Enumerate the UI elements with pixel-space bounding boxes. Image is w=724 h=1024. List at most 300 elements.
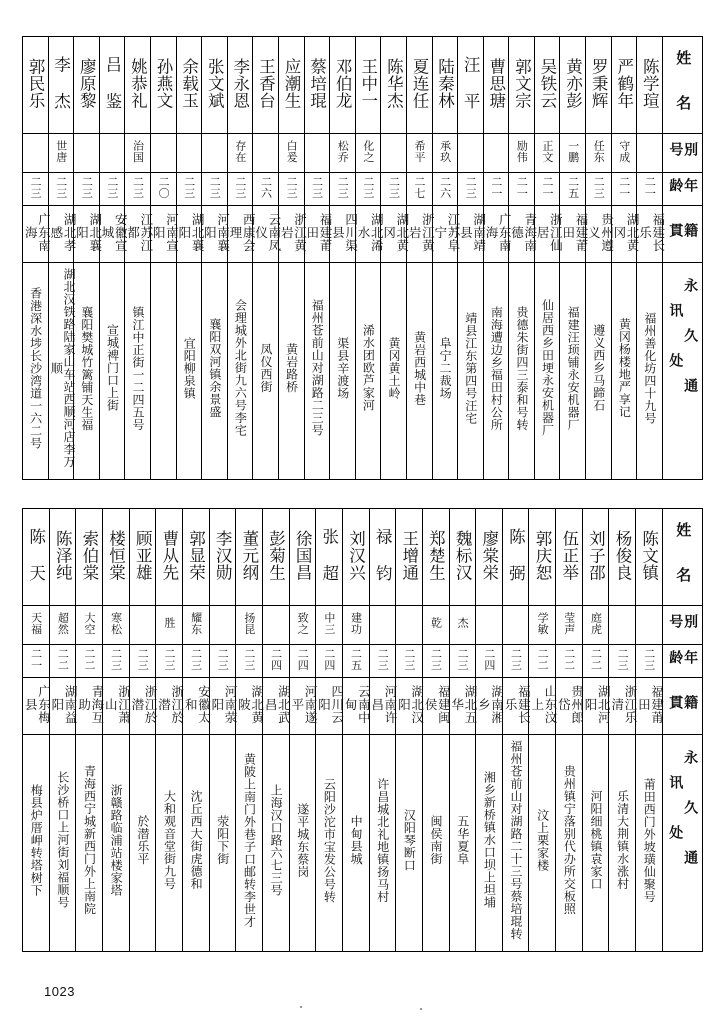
cell-age-text: 二〇 bbox=[157, 175, 171, 199]
cell-address bbox=[406, 263, 432, 480]
cell-name-text: 陈学瑄 bbox=[640, 57, 660, 109]
cell-origin bbox=[534, 206, 564, 263]
cell-age-text: 二五 bbox=[566, 175, 580, 199]
cell-address bbox=[49, 735, 76, 952]
cell-address bbox=[476, 735, 503, 952]
cell-age-text: 二三 bbox=[464, 175, 478, 199]
cell-origin-text: 福建莆田 bbox=[304, 212, 334, 252]
cell-name bbox=[74, 37, 100, 134]
cell-age-text: 二四 bbox=[269, 647, 283, 671]
cell-age bbox=[330, 173, 356, 206]
cell-origin-text: 浙江黄岩 bbox=[279, 212, 308, 252]
table-row bbox=[23, 263, 703, 480]
cell-name-text: 陆秦林 bbox=[435, 57, 455, 109]
cell-age bbox=[23, 173, 49, 206]
cell-name bbox=[304, 37, 330, 134]
roster-table-1 bbox=[22, 36, 703, 480]
cell-origin bbox=[99, 206, 129, 263]
cell-name-text: 刘子邵 bbox=[586, 529, 606, 581]
cell-alias-text: 超然 bbox=[56, 611, 70, 635]
cell-name-text: 吕 鉴 bbox=[102, 56, 122, 110]
cell-alias bbox=[582, 606, 609, 645]
cell-name bbox=[586, 37, 612, 134]
cell-name bbox=[611, 37, 637, 134]
cell-name-text: 魏标汉 bbox=[453, 529, 473, 581]
cell-address-text: 湖北汉铁路陆家山车站西顺河店李万顺 bbox=[49, 268, 77, 468]
cell-alias bbox=[330, 134, 356, 173]
cell-origin-text: 湖北武昌 bbox=[263, 684, 292, 724]
cell-origin bbox=[262, 678, 292, 735]
cell-address bbox=[449, 735, 476, 952]
cell-alias bbox=[156, 606, 183, 645]
cell-origin bbox=[422, 678, 452, 735]
cell-name bbox=[227, 37, 253, 134]
cell-alias-text: 建功 bbox=[349, 611, 363, 635]
cell-age bbox=[369, 645, 396, 678]
cell-address bbox=[483, 263, 509, 480]
cell-age bbox=[502, 645, 529, 678]
cell-age bbox=[278, 173, 304, 206]
cell-origin-text: 山东汶上 bbox=[529, 684, 558, 724]
table-row bbox=[23, 606, 703, 645]
cell-alias bbox=[637, 134, 663, 173]
cell-age bbox=[529, 645, 556, 678]
cell-address bbox=[502, 735, 529, 952]
cell-origin bbox=[289, 678, 319, 735]
table-row bbox=[23, 37, 703, 134]
cell-age-text: 二三 bbox=[54, 175, 68, 199]
cell-age bbox=[76, 645, 103, 678]
cell-age bbox=[49, 645, 76, 678]
row-label-text: 別 号 bbox=[667, 613, 699, 633]
cell-alias-text: 正文 bbox=[541, 139, 554, 163]
cell-address-text: 会理城外北街九六号李宅 bbox=[233, 299, 248, 437]
cell-name-text: 姚恭礼 bbox=[128, 57, 148, 109]
cell-age-text: 二二 bbox=[56, 647, 70, 671]
cell-origin bbox=[48, 206, 78, 263]
cell-age-text: 二六 bbox=[259, 175, 273, 199]
cell-origin bbox=[586, 206, 615, 263]
cell-age bbox=[182, 645, 209, 678]
cell-name-text: 郭文宗 bbox=[512, 57, 532, 109]
cell-name bbox=[202, 37, 228, 134]
cell-age bbox=[23, 645, 50, 678]
cell-address-text: 渠县辛渡场 bbox=[335, 336, 350, 400]
cell-address-text: 许昌城北礼地镇扬马村 bbox=[375, 777, 390, 903]
cell-name-text: 刘汉兴 bbox=[346, 529, 366, 581]
cell-address-text: 南海遭边乡福田村公所 bbox=[489, 305, 504, 431]
cell-address-text: 汶上栗家楼 bbox=[535, 808, 550, 872]
cell-address bbox=[23, 735, 50, 952]
cell-origin bbox=[355, 206, 385, 263]
cell-alias-text: 扬昆 bbox=[242, 611, 256, 635]
cell-origin-text: 湖南湘乡 bbox=[476, 684, 505, 724]
cell-age bbox=[611, 173, 637, 206]
cell-address bbox=[125, 263, 151, 480]
cell-age-text: 二三 bbox=[216, 647, 230, 671]
cell-alias-text: 杰 bbox=[456, 617, 470, 629]
cell-name bbox=[355, 37, 381, 134]
row-label-origin bbox=[662, 206, 702, 263]
cell-name-text: 陈华杰 bbox=[384, 57, 404, 109]
cell-alias bbox=[636, 606, 663, 645]
cell-origin bbox=[556, 678, 583, 735]
cell-address bbox=[458, 263, 484, 480]
cell-age-text: 二三 bbox=[376, 647, 390, 671]
cell-address bbox=[150, 263, 176, 480]
cell-origin-text: 江苏江都 bbox=[125, 212, 154, 252]
cell-origin bbox=[304, 206, 334, 263]
cell-age-text: 二二 bbox=[589, 647, 603, 671]
cell-origin bbox=[278, 206, 308, 263]
cell-age-text: 二三 bbox=[616, 647, 630, 671]
cell-age bbox=[102, 645, 129, 678]
cell-name bbox=[432, 37, 458, 134]
cell-address-text: 贵州镇宁落别代办所交板照 bbox=[562, 765, 577, 915]
cell-address-text: 福州苍前山对湖路二十三号蔡培琨转 bbox=[509, 740, 523, 940]
cell-name-text: 曹从先 bbox=[159, 529, 179, 581]
cell-address bbox=[369, 735, 396, 952]
cell-address bbox=[582, 735, 609, 952]
cell-alias bbox=[502, 606, 529, 645]
cell-alias bbox=[560, 134, 586, 173]
cell-address bbox=[74, 263, 100, 480]
cell-alias bbox=[227, 134, 253, 173]
cell-age bbox=[476, 645, 503, 678]
cell-age-text: 二二 bbox=[562, 647, 576, 671]
cell-address bbox=[330, 263, 356, 480]
cell-age-text: 二四 bbox=[482, 647, 496, 671]
cell-origin bbox=[560, 206, 589, 263]
cell-alias bbox=[202, 134, 228, 173]
cell-address-text: 福州苍前山对湖路二三号 bbox=[310, 299, 325, 437]
cell-name-text: 余载玉 bbox=[179, 57, 199, 109]
cell-alias bbox=[611, 134, 637, 173]
cell-age-text: 二七 bbox=[413, 175, 427, 199]
cell-origin-text: 广东南海 bbox=[23, 212, 52, 252]
cell-address bbox=[636, 735, 663, 952]
cell-age-text: 二一 bbox=[643, 175, 657, 199]
row-label-age bbox=[662, 645, 702, 678]
cell-age-text: 二二 bbox=[536, 647, 550, 671]
cell-origin bbox=[636, 678, 663, 735]
cell-name-text: 张文斌 bbox=[205, 57, 225, 109]
cell-address-text: 上海汉口路六七三号 bbox=[269, 783, 284, 897]
cell-address-text: 宜阳柳泉镇 bbox=[182, 336, 197, 400]
cell-age bbox=[381, 173, 407, 206]
cell-origin-text: 河南遂平 bbox=[289, 684, 319, 724]
table-gap bbox=[22, 480, 702, 508]
cell-age-text: 二三 bbox=[136, 647, 150, 671]
cell-origin-text: 浙江萧山 bbox=[103, 684, 132, 724]
cell-address-text: 云阳沙沱市宝发公号转 bbox=[322, 777, 337, 903]
cell-name-text: 董元纲 bbox=[239, 529, 259, 581]
cell-age-text: 二三 bbox=[80, 175, 94, 199]
cell-name-text: 李 杰 bbox=[51, 56, 71, 110]
cell-name bbox=[582, 509, 609, 606]
cell-address bbox=[422, 735, 449, 952]
cell-name-text: 徐国昌 bbox=[293, 529, 313, 581]
cell-age-text: 二三 bbox=[361, 175, 375, 199]
table-row bbox=[23, 735, 703, 952]
table-row bbox=[23, 134, 703, 173]
cell-address-text: 福州善化坊四十九号 bbox=[642, 311, 657, 425]
cell-name-text: 应潮生 bbox=[281, 57, 301, 109]
cell-address-text: 靖县江东第四号汪宅 bbox=[463, 311, 478, 425]
cell-origin bbox=[582, 678, 612, 735]
cell-name bbox=[556, 509, 583, 606]
cell-origin-text: 河南荥阳 bbox=[209, 684, 239, 724]
cell-alias bbox=[509, 134, 535, 173]
cell-age-text: 二三 bbox=[642, 647, 656, 671]
table-row bbox=[23, 678, 703, 735]
cell-age-text: 二三 bbox=[592, 175, 606, 199]
cell-address bbox=[202, 263, 228, 480]
cell-address bbox=[509, 263, 535, 480]
cell-alias bbox=[342, 606, 369, 645]
cell-alias bbox=[609, 606, 636, 645]
cell-origin-text: 湖北黄冈 bbox=[381, 212, 410, 252]
cell-address-text: 於潜乐平 bbox=[135, 815, 150, 865]
table-row bbox=[23, 645, 703, 678]
cell-origin-text: 浙江於潜 bbox=[129, 684, 159, 724]
cell-name bbox=[236, 509, 263, 606]
cell-alias-text: 胜 bbox=[162, 617, 176, 629]
cell-address bbox=[534, 263, 560, 480]
cell-origin bbox=[316, 678, 343, 735]
cell-name-text: 罗秉辉 bbox=[589, 57, 609, 109]
cell-origin-text: 浙江仙居 bbox=[535, 212, 564, 252]
cell-name-text: 王增通 bbox=[399, 529, 419, 581]
cell-name bbox=[253, 37, 279, 134]
cell-origin bbox=[49, 678, 79, 735]
cell-age-text: 二三 bbox=[29, 175, 43, 199]
cell-name bbox=[262, 509, 289, 606]
cell-address bbox=[556, 735, 583, 952]
cell-address-text: 黄冈黄土岭 bbox=[386, 336, 401, 400]
cell-alias-text: 化之 bbox=[361, 139, 375, 163]
cell-name bbox=[289, 509, 316, 606]
cell-address bbox=[278, 263, 304, 480]
cell-origin-text: 浙江乐清 bbox=[609, 684, 638, 724]
cell-age-text: 二三 bbox=[456, 647, 470, 671]
cell-address bbox=[637, 263, 663, 480]
roster-table-2 bbox=[22, 508, 703, 952]
cell-alias bbox=[74, 134, 100, 173]
roster-tables bbox=[22, 36, 702, 952]
cell-address bbox=[129, 735, 156, 952]
cell-name-text: 陈 弼 bbox=[506, 528, 526, 582]
cell-address bbox=[316, 735, 343, 952]
cell-origin-text: 广东南海 bbox=[483, 212, 513, 252]
cell-age-text: 二五 bbox=[349, 647, 363, 671]
cell-age bbox=[586, 173, 612, 206]
cell-origin-text: 湖北黄冈 bbox=[611, 212, 641, 252]
cell-name-text: 楼恒棠 bbox=[106, 529, 126, 581]
cell-address bbox=[396, 735, 423, 952]
cell-origin-text: 广东梅县 bbox=[23, 684, 52, 724]
cell-age-text: 二三 bbox=[387, 175, 401, 199]
cell-age bbox=[209, 645, 236, 678]
cell-alias bbox=[23, 134, 49, 173]
cell-name bbox=[23, 37, 49, 134]
cell-age bbox=[556, 645, 583, 678]
cell-address-text: 长沙桥口上河街刘福顺号 bbox=[55, 771, 70, 909]
cell-name bbox=[156, 509, 183, 606]
cell-name bbox=[476, 509, 503, 606]
cell-name-text: 杨俊良 bbox=[613, 529, 632, 581]
cell-age-text: 二三 bbox=[105, 175, 119, 199]
cell-age-text: 二三 bbox=[208, 175, 222, 199]
cell-address-text: 贵德朱街四三泰和号转 bbox=[514, 305, 529, 431]
cell-age bbox=[227, 173, 253, 206]
cell-name-text: 陈 天 bbox=[26, 528, 46, 582]
cell-alias-text: 一鹏 bbox=[566, 139, 580, 163]
cell-alias bbox=[182, 606, 209, 645]
cell-origin-text: 河南襄阳 bbox=[202, 212, 231, 252]
cell-origin-text: 安徽太和 bbox=[183, 684, 212, 724]
cell-origin bbox=[609, 678, 636, 735]
cell-age bbox=[422, 645, 449, 678]
cell-alias-text: 耀东 bbox=[189, 611, 203, 635]
cell-alias-text: 中三 bbox=[322, 611, 336, 635]
cell-address bbox=[355, 263, 381, 480]
cell-name-text: 李汉勋 bbox=[213, 529, 233, 581]
cell-origin-text: 湖北浠水 bbox=[355, 212, 385, 252]
row-label-text: 年 龄 bbox=[667, 649, 699, 669]
cell-alias bbox=[125, 134, 151, 173]
cell-address-text: 闽侯南街 bbox=[429, 815, 444, 865]
dust-speck bbox=[420, 1008, 422, 1010]
cell-age bbox=[355, 173, 381, 206]
cell-age bbox=[449, 645, 476, 678]
cell-origin-text: 福建长乐 bbox=[503, 684, 532, 724]
cell-age-text: 二三 bbox=[189, 647, 203, 671]
cell-age bbox=[48, 173, 74, 206]
cell-alias bbox=[76, 606, 103, 645]
cell-origin bbox=[23, 206, 52, 263]
cell-name-text: 吴铁云 bbox=[537, 57, 557, 109]
cell-origin-text: 江苏阜宁 bbox=[432, 212, 461, 252]
cell-name bbox=[182, 509, 209, 606]
row-label-text: 永 久 通 讯 处 bbox=[667, 278, 699, 402]
cell-alias-text: 白爰 bbox=[285, 139, 299, 163]
cell-origin-text: 河南宣阳 bbox=[151, 212, 180, 252]
cell-address bbox=[23, 263, 49, 480]
cell-address bbox=[304, 263, 330, 480]
cell-age bbox=[432, 173, 458, 206]
cell-origin bbox=[449, 678, 476, 735]
cell-name-text: 彭菊生 bbox=[266, 529, 286, 581]
cell-address-text: 沈丘西大街虎德和 bbox=[189, 790, 204, 890]
cell-address-text: 黄陂上南门外巷子口邮转李世才 bbox=[242, 752, 257, 928]
cell-address bbox=[102, 735, 129, 952]
cell-origin-text: 青海互助 bbox=[76, 684, 105, 724]
cell-address-text: 河阳细桃镇袁家口 bbox=[588, 790, 603, 890]
cell-age bbox=[560, 173, 586, 206]
row-label-name bbox=[662, 509, 702, 606]
cell-origin bbox=[125, 206, 154, 263]
cell-name-text: 郭显荣 bbox=[186, 529, 206, 581]
cell-origin bbox=[330, 206, 359, 263]
cell-origin-text: 湖南益阳 bbox=[49, 684, 79, 724]
cell-origin-text: 云南中甸 bbox=[343, 684, 372, 724]
cell-address bbox=[236, 735, 263, 952]
cell-address bbox=[611, 263, 637, 480]
cell-name bbox=[278, 37, 304, 134]
cell-address bbox=[48, 263, 77, 480]
cell-alias bbox=[476, 606, 503, 645]
cell-alias-text: 守成 bbox=[617, 139, 631, 163]
cell-address bbox=[99, 263, 125, 480]
cell-name-text: 廖原黎 bbox=[77, 57, 97, 109]
cell-name-text: 郭民乐 bbox=[26, 57, 46, 109]
cell-address-text: 襄阳樊城竹篱铺天生福 bbox=[79, 305, 94, 431]
cell-age bbox=[396, 645, 423, 678]
cell-name-text: 索伯棠 bbox=[79, 529, 99, 581]
cell-alias bbox=[534, 134, 560, 173]
cell-name-text: 黄亦彭 bbox=[563, 57, 583, 109]
cell-origin-text: 四川云阳 bbox=[316, 684, 345, 724]
cell-name bbox=[422, 509, 449, 606]
cell-age-text: 二三 bbox=[109, 647, 123, 671]
cell-address bbox=[76, 735, 103, 952]
cell-origin-text: 福建莆田 bbox=[560, 212, 589, 252]
cell-address bbox=[560, 263, 586, 480]
cell-age bbox=[125, 173, 151, 206]
cell-name bbox=[129, 509, 156, 606]
cell-name-text: 严鹤年 bbox=[614, 57, 634, 109]
table-row bbox=[23, 206, 703, 263]
cell-name-text: 郑楚生 bbox=[426, 529, 446, 581]
row-label-text: 姓 名 bbox=[674, 50, 693, 116]
cell-name-text: 禄 钧 bbox=[373, 528, 393, 582]
cell-name-text: 夏连任 bbox=[409, 57, 429, 109]
cell-origin bbox=[74, 206, 103, 263]
cell-address-text: 乐清大荆镇水涨村 bbox=[615, 790, 630, 890]
cell-name bbox=[99, 37, 125, 134]
cell-age bbox=[202, 173, 228, 206]
cell-origin-text: 贵州遵义 bbox=[586, 212, 615, 252]
cell-address-text: 福建汪顼铺永安机器厂 bbox=[566, 305, 581, 431]
cell-address-text: 仙居西乡田埂永安机器厂 bbox=[540, 299, 555, 437]
cell-origin bbox=[209, 678, 239, 735]
row-label-text: 籍 貫 bbox=[667, 694, 699, 714]
row-label-name bbox=[662, 37, 702, 134]
cell-alias bbox=[483, 134, 509, 173]
cell-origin-text: 福建莆田 bbox=[636, 684, 665, 724]
cell-alias-text: 大空 bbox=[82, 611, 96, 635]
cell-alias-text: 致之 bbox=[296, 611, 310, 635]
cell-name-text: 顾亚雄 bbox=[133, 529, 153, 581]
cell-alias bbox=[262, 606, 289, 645]
cell-alias bbox=[355, 134, 381, 173]
cell-address bbox=[609, 735, 636, 952]
cell-origin-text: 安徽宣城 bbox=[100, 212, 129, 252]
cell-age bbox=[637, 173, 663, 206]
cell-age-text: 二四 bbox=[296, 647, 310, 671]
cell-origin bbox=[156, 678, 183, 735]
cell-name bbox=[125, 37, 151, 134]
cell-address bbox=[182, 735, 209, 952]
cell-origin bbox=[611, 206, 641, 263]
cell-alias-text: 励伟 bbox=[515, 139, 529, 163]
cell-origin bbox=[102, 678, 132, 735]
cell-name bbox=[342, 509, 369, 606]
row-label-age bbox=[662, 173, 702, 206]
cell-name-text: 郭庆恕 bbox=[533, 529, 553, 581]
cell-address bbox=[209, 735, 236, 952]
